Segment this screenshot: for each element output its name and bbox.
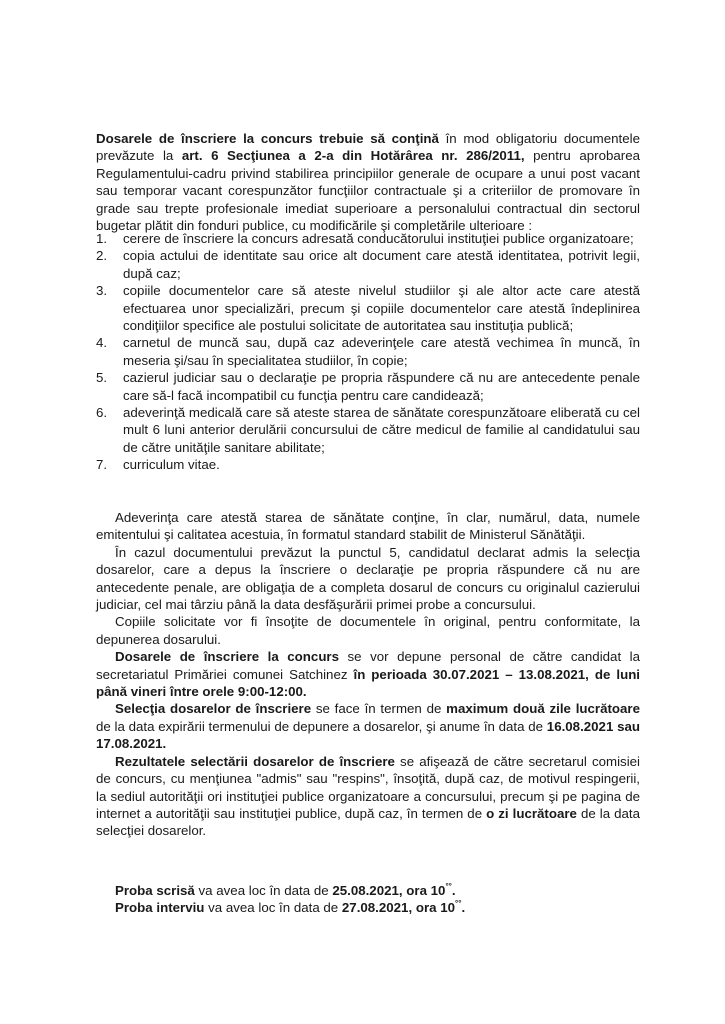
intro-text-1: în mod obligatoriu documentele prevăzute la <box>96 131 640 164</box>
depunere-bold-2: în perioada 30.07.2021 – 13.08.2021, de luni până vineri între orele 9:00-12:00. <box>96 666 641 700</box>
list-text: cerere de înscriere la concurs adresată conducătorului instituţiei publice organizatoare; <box>123 231 634 246</box>
rezultate-bold-1: Rezultatele selectării dosarelor de înscriere <box>115 753 395 769</box>
proba-interviu-line <box>96 899 640 916</box>
proba-scrisa-label: Proba scrisă <box>115 883 195 898</box>
paragraph-copii: Copiile solicitate vor fi însoţite de documentele în original, pentru conformitate, la depunerea dosarului. <box>96 614 640 647</box>
proba-scrisa-datetime: 25.08.2021, ora 10 <box>332 883 446 898</box>
list-number: 4. <box>96 335 108 351</box>
probe-section <box>96 882 640 917</box>
proba-interviu-datetime: 27.08.2021, ora 10 <box>341 900 456 916</box>
required-documents-list <box>96 230 640 474</box>
list-number: 3. <box>96 283 108 299</box>
paragraph-depunere <box>96 648 640 700</box>
depunere-text-1: se vor depune personal de către candidat la secretariatul Primăriei comunei Satchinez <box>96 649 640 682</box>
list-item <box>96 369 640 404</box>
rezultate-bold-2: o zi lucrătoare <box>486 805 577 821</box>
list-text: adeverinţă medicală care să ateste starea de sănătate corespunzătoare eliberată cu cel mult 6 luni anterior derulării concursului de către medicul de familie al candidatului sau de către unităţile sanitare abilitate; <box>123 405 640 455</box>
depunere-bold-1: Dosarele de înscriere la concurs <box>115 649 340 665</box>
selectie-text-1: se face în termen de <box>311 701 447 717</box>
proba-scrisa-minutes: °° <box>445 882 452 891</box>
proba-interviu-text: va avea loc în data de <box>204 900 342 916</box>
proba-scrisa-end: . <box>451 883 456 898</box>
list-item <box>96 230 640 247</box>
list-text: cazierul judiciar sau o declaraţie pe propria răspundere că nu are antecedente penale care să-l facă incompatibil cu funcţia pentru care candidează; <box>123 370 640 403</box>
list-item <box>96 282 640 334</box>
intro-bold-2: art. 6 Secţiunea a 2-a din Hotărârea nr. 286/2011, <box>181 148 525 164</box>
proba-interviu-date <box>342 900 465 915</box>
proba-interviu-label: Proba interviu <box>115 900 205 916</box>
list-item <box>96 456 640 473</box>
list-number: 2. <box>96 248 108 264</box>
proba-scrisa-line <box>96 882 640 899</box>
selectie-bold-1: Selecţia dosarelor de înscriere <box>115 701 312 717</box>
proba-scrisa-text: va avea loc în data de <box>194 883 333 898</box>
selectie-bold-2: maximum două zile lucrătoare <box>446 701 640 717</box>
list-number: 6. <box>96 405 108 421</box>
list-number: 1. <box>96 231 108 246</box>
selectie-bold-3: 16.08.2021 sau 17.08.2021. <box>96 718 640 752</box>
proba-scrisa-date <box>332 883 455 898</box>
paragraph-adeverinta: Adeverinţa care atestă starea de sănătate conţine, în clar, numărul, data, numele emitentului şi calitatea acestuia, în formatul standard stabilit de Ministerul Sănătăţii. <box>96 510 640 543</box>
list-number: 5. <box>96 370 108 386</box>
intro-text-2: pentru aprobarea Regulamentului-cadru privind stabilirea principiilor generale de ocupare a unui post vacant sau temporar vacant corespunzător funcţiilor contractuale şi a criteriilor de promovare în grade sau trepte profesionale imediat superioare a personalului contractual din sectorul bugetar plătit din fonduri publice, cu modificările şi completările ulterioare : <box>96 148 640 234</box>
intro-paragraph <box>96 130 640 234</box>
paragraph-selectie <box>96 700 640 752</box>
list-text: copia actului de identitate sau orice alt document care atestă identitatea, potrivit legii, după caz; <box>123 248 640 281</box>
proba-interviu-end: . <box>461 900 466 916</box>
list-text: copiile documentelor care să ateste nivelul studiilor şi ale altor acte care atestă efectuarea unor specializări, precum şi copiile documentelor care atestă îndeplinirea condiţiilor specifice ale postului solicitate de autoritatea sau instituţia publică; <box>123 283 640 334</box>
list-item <box>96 334 640 369</box>
rezultate-text-1: se afişează de către secretarul comisiei de concurs, cu menţiunea "admis" sau "respins", însoţită, după caz, de motivul respingerii, la sediul autorităţii ori instituţiei publice organizatoare a concursului, precum şi pe pagina de internet a autorităţii sau instituţiei publice, după caz, în termen de <box>96 753 640 821</box>
proba-interviu-minutes: °° <box>455 899 462 909</box>
list-item <box>96 247 640 282</box>
list-number: 7. <box>96 457 108 473</box>
list-text: carnetul de muncă sau, după caz adeverinţele care atestă vechimea în muncă, în meseria şi/sau în specialitatea studiilor, în copie; <box>123 335 640 368</box>
rezultate-text-2: de la data selecţiei dosarelor. <box>96 805 640 839</box>
selectie-text-2: de la data expirării termenului de depunere a dosarelor, şi anume în data de <box>96 718 547 734</box>
list-item <box>96 404 640 456</box>
paragraph-rezultate <box>96 753 640 840</box>
paragraph-cazier: În cazul documentului prevăzut la punctul 5, candidatul declarat admis la selecţia dosarelor, care a depus la înscriere o declaraţie pe propria răspundere că nu are antecedente penale, are obligaţia de a completa dosarul de concurs cu originalul cazierului judiciar, cel mai târziu până la data desfăşurării primei probe a concursului. <box>96 544 640 613</box>
main-body <box>96 509 640 840</box>
list-text: curriculum vitae. <box>123 457 220 473</box>
intro-bold-1: Dosarele de înscriere la concurs trebuie să conţină <box>96 131 439 146</box>
